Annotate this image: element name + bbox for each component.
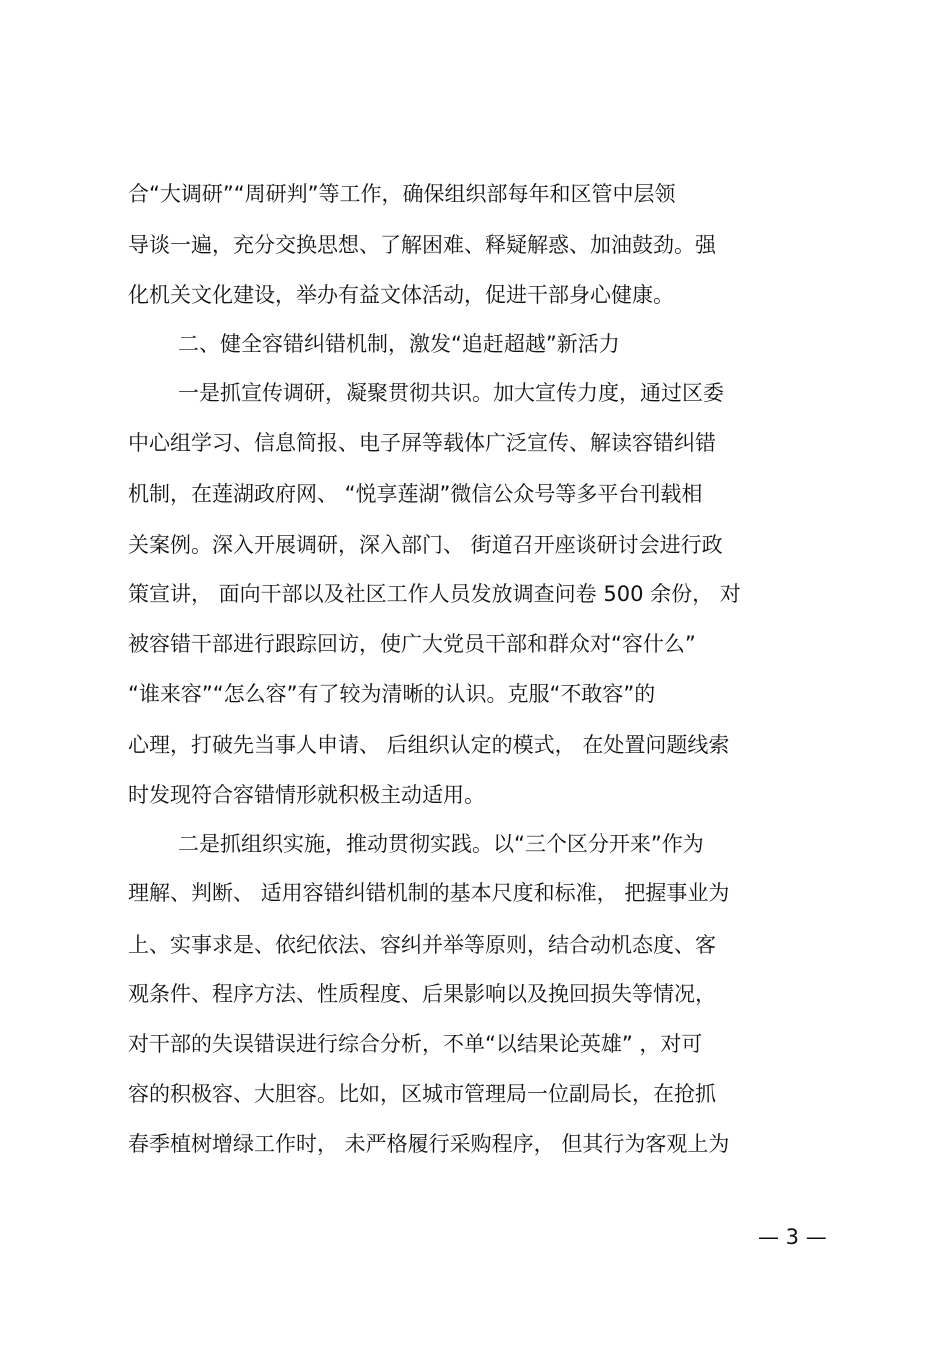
text-line: 机制，在莲湖政府网、 “悦享莲湖”微信公众号等多平台刊载相 (128, 482, 703, 506)
text-line: 理解、判断、 适用容错纠错机制的基本尺度和标准， 把握事业为 (128, 881, 730, 905)
paragraph-start: 一是抓宣传调研，凝聚贯彻共识。加大宣传力度，通过区委 (178, 381, 724, 405)
text-line: 导谈一遍，充分交换思想、了解困难、释疑解惑、加油鼓劲。强 (128, 233, 716, 257)
text-line: 化机关文化建设，举办有益文体活动，促进干部身心健康。 (128, 283, 674, 307)
text-line: 中心组学习、信息简报、电子屏等载体广泛宣传、解读容错纠错 (128, 431, 716, 455)
paragraph-start: 二是抓组织实施，推动贯彻实践。以“三个区分开来”作为 (178, 832, 704, 856)
text-line: 观条件、程序方法、性质程度、后果影响以及挽回损失等情况， (128, 982, 716, 1006)
text-line: 被容错干部进行跟踪回访，使广大党员干部和群众对“容什么” (128, 632, 696, 656)
section-heading: 二、健全容错纠错机制，激发“追赶超越”新活力 (178, 332, 620, 356)
text-line: 对干部的失误错误进行综合分析，不单“以结果论英雄” ，对可 (128, 1032, 703, 1056)
text-line: 上、实事求是、依纪依法、容纠并举等原则，结合动机态度、客 (128, 933, 716, 957)
text-line: 心理，打破先当事人申请、 后组织认定的模式， 在处置问题线索 (128, 733, 730, 757)
text-line: 春季植树增绿工作时， 未严格履行采购程序， 但其行为客观上为 (128, 1132, 730, 1156)
text-line: 策宣讲， 面向干部以及社区工作人员发放调查问卷 500 余份， 对 (128, 582, 741, 606)
text-line: 关案例。深入开展调研，深入部门、 街道召开座谈研讨会进行政 (128, 533, 723, 557)
text-line: “谁来容”“怎么容”有了较为清晰的认识。克服“不敢容”的 (128, 682, 656, 706)
page-number: — 3 — (758, 1225, 827, 1249)
text-line: 合“大调研”“周研判”等工作，确保组织部每年和区管中层领 (128, 182, 676, 206)
text-line: 容的积极容、大胆容。比如，区城市管理局一位副局长，在抢抓 (128, 1082, 716, 1106)
text-line: 时发现符合容错情形就积极主动适用。 (128, 783, 485, 807)
